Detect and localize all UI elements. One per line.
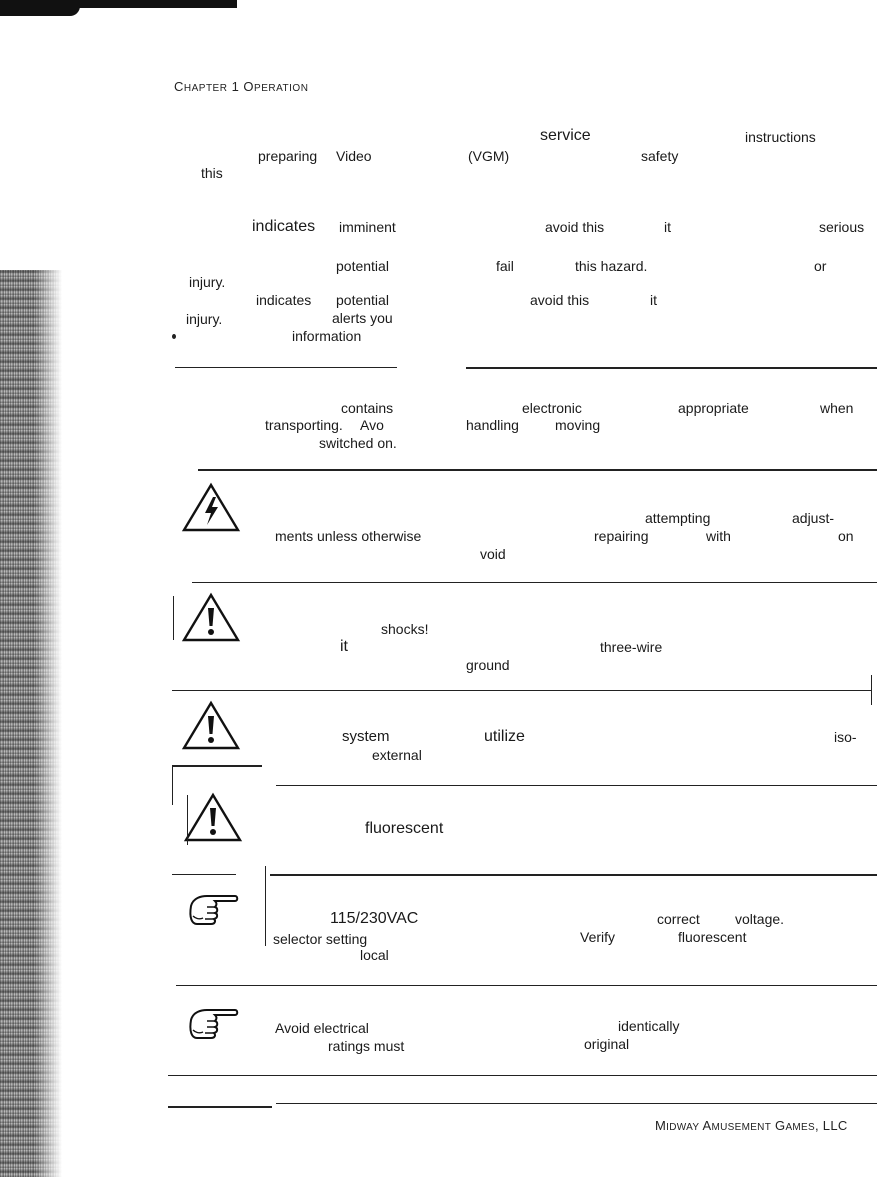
intro-word: (VGM) <box>468 148 510 164</box>
section-divider <box>192 582 877 583</box>
intro-word: instructions <box>745 129 816 145</box>
def-word: it <box>664 219 671 235</box>
exclamation-warning-icon <box>183 792 243 844</box>
margin-line <box>871 675 872 705</box>
def-word: information <box>292 328 362 344</box>
def-word: fail <box>496 258 514 274</box>
warning-word: system <box>342 728 390 745</box>
def-word: injury. <box>189 274 226 290</box>
def-word: alerts you <box>332 310 393 326</box>
note-word: 115/230VAC <box>330 910 419 927</box>
warning-word: shocks! <box>381 621 429 637</box>
header-chapter-number: 1 <box>227 79 244 94</box>
transport-word: appropriate <box>678 400 749 416</box>
warning-word: repairing <box>594 528 649 544</box>
note-word: identically <box>618 1018 680 1034</box>
section-divider <box>168 1075 877 1076</box>
warning-word: void <box>480 546 506 562</box>
warning-word: ments unless otherwise <box>275 528 422 544</box>
def-word: or <box>814 258 827 274</box>
section-divider <box>276 1103 877 1104</box>
footer-brand-part: G <box>771 1118 786 1133</box>
def-word: serious <box>819 219 865 235</box>
note-word: local <box>360 947 389 963</box>
section-divider <box>175 367 397 368</box>
footer-brand-part: M <box>655 1118 667 1133</box>
header-title-rest: PERATION <box>254 83 309 94</box>
def-word: indicates <box>256 292 312 308</box>
section-divider <box>198 469 877 471</box>
footer-brand-part: A <box>699 1118 712 1133</box>
note-word: original <box>584 1036 630 1052</box>
warning-word: fluorescent <box>365 820 444 837</box>
transport-word: transporting. <box>265 417 343 433</box>
note-word: voltage. <box>735 911 785 927</box>
def-word: imminent <box>339 219 396 235</box>
margin-line <box>265 866 266 946</box>
intro-word: Video <box>336 148 372 164</box>
scan-shadow-edge <box>0 270 62 1177</box>
def-word: injury. <box>186 311 223 327</box>
warning-word: adjust- <box>792 510 835 526</box>
def-word: it <box>650 292 657 308</box>
note-word: Avoid electrical <box>275 1020 369 1036</box>
def-word: potential <box>336 258 389 274</box>
footer-brand-part: IDWAY <box>666 1122 700 1133</box>
warning-word: three-wire <box>600 639 663 655</box>
def-word: indicates <box>252 218 316 235</box>
warning-word: utilize <box>484 728 525 745</box>
corner-notch <box>0 6 80 16</box>
transport-word: contains <box>341 400 394 416</box>
section-divider <box>172 874 236 875</box>
footer-brand-part: , LLC <box>814 1118 848 1133</box>
warning-word: ground <box>466 657 510 673</box>
transport-word: electronic <box>522 400 582 416</box>
intro-word: safety <box>641 148 679 164</box>
section-divider <box>176 985 877 986</box>
warning-word: on <box>838 528 854 544</box>
section-divider <box>270 874 877 876</box>
intro-word: service <box>540 127 591 144</box>
header-chapter-rest: HAPTER <box>183 83 228 94</box>
section-divider <box>172 690 871 691</box>
note-word: fluorescent <box>678 929 747 945</box>
exclamation-warning-icon <box>181 592 241 644</box>
transport-word: switched on. <box>319 435 397 451</box>
section-divider <box>276 785 877 786</box>
note-word: correct <box>657 911 700 927</box>
section-divider <box>168 1106 272 1108</box>
warning-word: external <box>372 747 422 763</box>
transport-word: when <box>820 400 854 416</box>
note-word: selector setting <box>273 931 368 947</box>
transport-word: handling <box>466 417 519 433</box>
note-word: ratings must <box>328 1038 405 1054</box>
section-divider <box>466 367 877 369</box>
def-word: potential <box>336 292 389 308</box>
warning-word: iso- <box>834 729 857 745</box>
warning-word: it <box>340 638 348 655</box>
section-divider <box>172 765 262 767</box>
warning-word: attempting <box>645 510 711 526</box>
header-title-initial: O <box>243 79 255 94</box>
intro-word: preparing <box>258 148 318 164</box>
transport-word: Avo <box>360 417 384 433</box>
margin-line <box>173 596 174 640</box>
warning-word: with <box>706 528 731 544</box>
note-word: Verify <box>580 929 616 945</box>
footer-brand-part: MUSEMENT <box>711 1122 772 1133</box>
margin-line <box>172 765 173 805</box>
high-voltage-warning-icon <box>181 482 241 534</box>
def-word: this hazard. <box>575 258 648 274</box>
margin-line <box>187 795 188 845</box>
page-footer <box>655 1118 848 1133</box>
header-chapter-initial: C <box>174 79 184 94</box>
transport-word: moving <box>555 417 601 433</box>
def-word: avoid this <box>530 292 590 308</box>
footer-brand-part: AMES <box>785 1122 815 1133</box>
pointing-hand-icon <box>183 886 241 930</box>
intro-word: this <box>201 165 223 181</box>
def-word: avoid this <box>545 219 605 235</box>
bullet-mark <box>172 334 176 339</box>
pointing-hand-icon <box>183 1000 241 1044</box>
exclamation-warning-icon <box>181 700 241 752</box>
page-header <box>174 79 308 94</box>
